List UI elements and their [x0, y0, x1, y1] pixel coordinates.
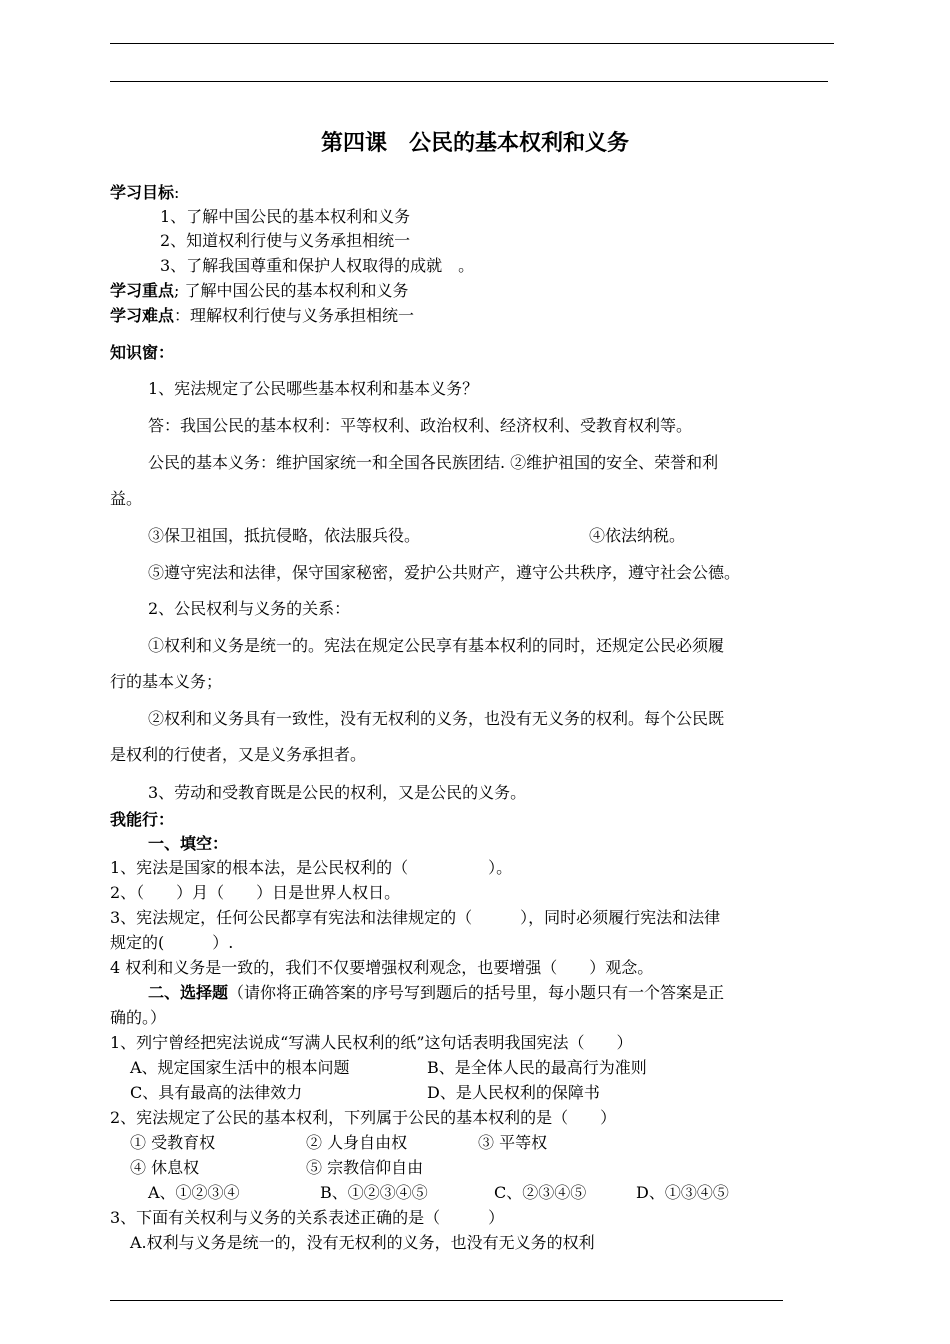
- fill-item-3: 3、宪法规定，任何公民都享有宪法和法律规定的（ ），同时必须履行宪法和法律: [110, 908, 721, 927]
- fill-item-1: 1、宪法是国家的根本法，是公民权利的（ ）。: [110, 858, 513, 877]
- bottom-rule: [110, 1300, 783, 1301]
- objective-item-3: 3、了解我国尊重和保护人权取得的成就 。: [160, 256, 475, 275]
- focus-line: [110, 281, 409, 301]
- choice-q1-option-a: A、规定国家生活中的根本问题: [130, 1058, 350, 1077]
- top-rule-1: [110, 43, 834, 44]
- knowledge-duties-1b: 益。: [110, 489, 143, 508]
- choice-q2-item-5: ⑤ 宗教信仰自由: [306, 1158, 424, 1177]
- top-rule-2: [110, 81, 828, 82]
- knowledge-r1b: 行的基本义务；: [110, 672, 223, 691]
- knowledge-duty-4: ④依法纳税。: [589, 526, 686, 545]
- choice-q1-option-b: B、是全体人民的最高行为准则: [427, 1058, 647, 1077]
- choice-q2-item-4: ④ 休息权: [130, 1158, 200, 1177]
- knowledge-r2b: 是权利的行使者，又是义务承担者。: [110, 745, 367, 764]
- focus-text: ; 了解中国公民的基本权利和义务: [174, 281, 409, 300]
- objective-item-1: 1、了解中国公民的基本权利和义务: [160, 207, 411, 226]
- knowledge-a1: 答：我国公民的基本权利：平等权利、政治权利、经济权利、受教育权利等。: [148, 416, 693, 435]
- choice-q2-option-d: D、①③④⑤: [636, 1183, 729, 1202]
- objectives-heading: [110, 183, 179, 203]
- choice-q2-item-3: ③ 平等权: [478, 1133, 548, 1152]
- choice-q2-option-a: A、①②③④: [148, 1183, 240, 1202]
- choice-q2-item-1: ① 受教育权: [130, 1133, 216, 1152]
- knowledge-heading: 知识窗：: [110, 343, 175, 362]
- knowledge-r1a: ①权利和义务是统一的。宪法在规定公民享有基本权利的同时，还规定公民必须履: [148, 636, 725, 655]
- knowledge-r2a: ②权利和义务具有一致性，没有无权利的义务，也没有无义务的权利。每个公民既: [148, 709, 725, 728]
- practice-heading: 我能行：: [110, 810, 175, 829]
- difficulty-label: 学习难点: [110, 306, 175, 325]
- choice-q1: 1、列宁曾经把宪法说成“写满人民权利的纸”这句话表明我国宪法（ ）: [110, 1033, 633, 1052]
- choice-q2-option-b: B、①②③④⑤: [320, 1183, 428, 1202]
- knowledge-duties-1: 公民的基本义务：维护国家统一和全国各民族团结. ②维护祖国的安全、荣誉和利: [148, 453, 719, 472]
- choice-q1-option-d: D、是人民权利的保障书: [427, 1083, 600, 1102]
- fill-item-2: 2、（ ）月（ ）日是世界人权日。: [110, 883, 401, 902]
- difficulty-line: [110, 306, 414, 326]
- focus-label: 学习重点: [110, 281, 175, 300]
- fill-header: 一、填空：: [148, 834, 229, 853]
- difficulty-text: ：理解权利行使与义务承担相统一: [174, 306, 415, 325]
- objective-item-2: 2、知道权利行使与义务承担相统一: [160, 231, 411, 250]
- choice-q3: 3、下面有关权利与义务的关系表述正确的是（ ）: [110, 1208, 505, 1227]
- choice-note: （请你将正确答案的序号写到题后的括号里，每小题只有一个答案是正: [228, 983, 725, 1002]
- knowledge-q3: 3、劳动和受教育既是公民的权利，又是公民的义务。: [148, 783, 527, 802]
- knowledge-q1: 1、宪法规定了公民哪些基本权利和基本义务？: [148, 379, 479, 398]
- page-title: 第四课 公民的基本权利和义务: [320, 131, 629, 156]
- choice-header: 二、选择题: [148, 983, 229, 1002]
- knowledge-duty-5: ⑤遵守宪法和法律，保守国家秘密，爱护公共财产，遵守公共秩序，遵守社会公德。: [148, 563, 741, 582]
- choice-note-2: 确的。）: [110, 1008, 167, 1027]
- objectives-colon: :: [174, 183, 180, 202]
- knowledge-duty-3: ③保卫祖国，抵抗侵略，依法服兵役。: [148, 526, 421, 545]
- objectives-label: 学习目标: [110, 183, 175, 202]
- choice-q2-option-c: C、②③④⑤: [494, 1183, 587, 1202]
- choice-q1-option-c: C、具有最高的法律效力: [130, 1083, 303, 1102]
- choice-q2: 2、宪法规定了公民的基本权利，下列属于公民的基本权利的是（ ）: [110, 1108, 617, 1127]
- knowledge-q2: 2、公民权利与义务的关系：: [148, 599, 351, 618]
- fill-item-4: 4 权利和义务是一致的，我们不仅要增强权利观念，也要增强（ ）观念。: [110, 958, 654, 977]
- choice-heading: [148, 983, 724, 1003]
- fill-item-3b: 规定的( ）.: [110, 933, 234, 952]
- choice-q2-item-2: ② 人身自由权: [306, 1133, 408, 1152]
- choice-q3-option-a: A.权利与义务是统一的，没有无权利的义务，也没有无义务的权利: [130, 1233, 595, 1252]
